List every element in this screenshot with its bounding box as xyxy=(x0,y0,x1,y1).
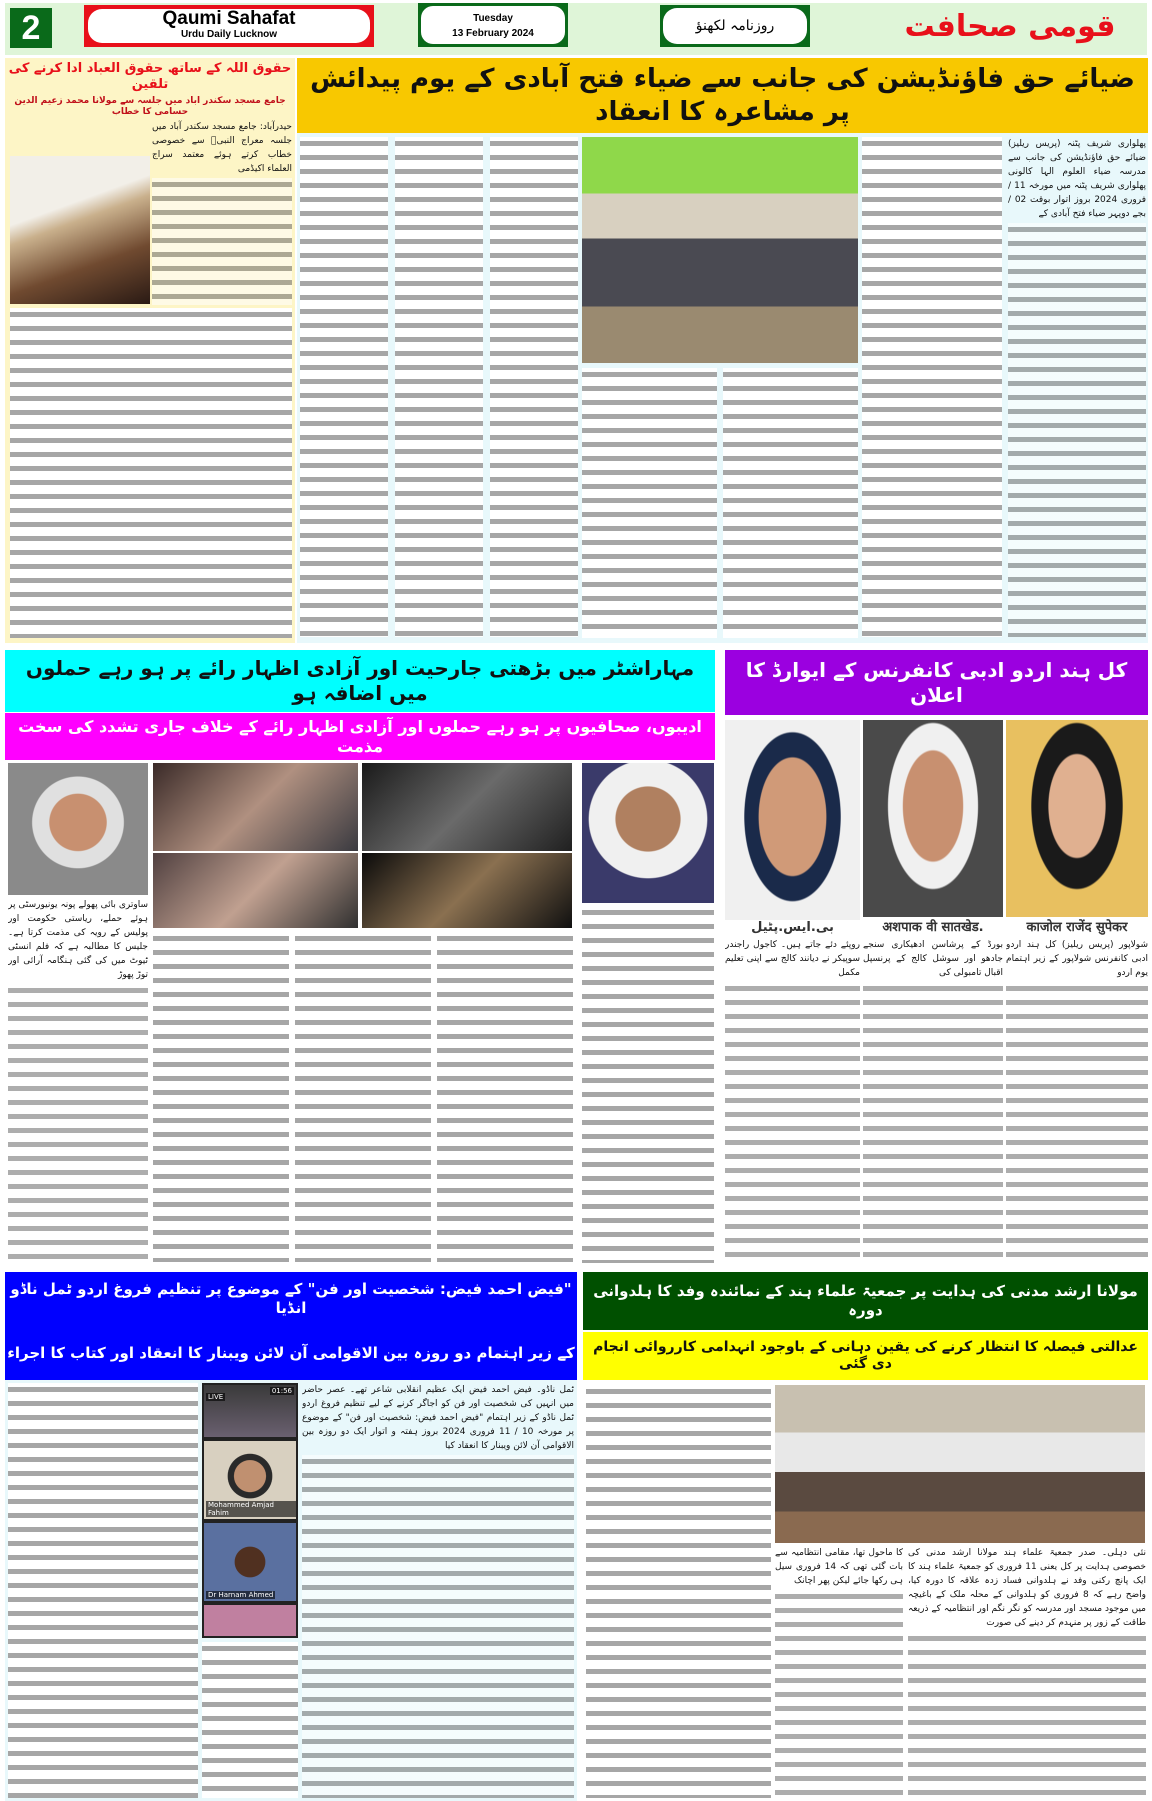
haldwani-col2 xyxy=(775,1546,903,1798)
story-left-text-cont xyxy=(10,308,292,638)
maharashtra-col4 xyxy=(437,932,573,1262)
video-tile-4 xyxy=(204,1605,296,1636)
faiz-col3 xyxy=(202,1642,298,1798)
faiz-col2 xyxy=(8,1383,198,1798)
story-top-col3a xyxy=(582,368,717,638)
award-caption-1: بی.ایس.پٹیل xyxy=(725,920,860,935)
story-left-lead: حیدرآباد: جامع مسجد سکندر آباد میں جلسہ معراج النبیؐ سے خصوصی خطاب کرتے ہوئے معتمد سراج العلماء اکیڈمی xyxy=(152,122,292,174)
paper-name-box xyxy=(84,5,374,47)
protest-photo-3 xyxy=(153,853,358,928)
urdu-logo: قومی صحافت xyxy=(904,9,1116,44)
story-top-col4a xyxy=(300,137,388,637)
award-col3-text: روپئے دئے جاتے ہیں۔ کاجول راجندر سوپیکر نے دیانند کالج سے اپنی تعلیم مکمل xyxy=(725,940,860,978)
award-caption-3: काजोल राजेंद सुपेकर xyxy=(1006,917,1148,935)
participant-name: Dr Harnam Ahmed xyxy=(208,1591,274,1599)
video-timer: 01:56 xyxy=(271,1387,292,1395)
participant-name: Mohammed Amjad Fahim xyxy=(206,1501,296,1517)
haldwani-col2-text: کا ماحول تھا، مقامی انتظامیہ سے بات گئی تھی کہ 14 فروری سیل ہی رکھا جائے لیکن پھر اچانک xyxy=(775,1548,903,1586)
page-number: 2 xyxy=(10,8,52,48)
video-tile-2 xyxy=(204,1441,296,1519)
video-tile-3 xyxy=(204,1523,296,1601)
award-photo-1 xyxy=(725,720,860,935)
story-left-headline: حقوق اللہ کے ساتھ حقوق العباد ادا کرنے کی تلقین xyxy=(8,60,292,92)
story-left-subhead: جامع مسجد سکندر آباد میں جلسہ سے مولانا محمد زعیم الدین حسامی کا خطاب xyxy=(14,96,286,117)
roznama-label: روزنامہ لکھنؤ xyxy=(663,8,807,44)
story-top-col1 xyxy=(1008,137,1146,637)
woman-portrait-photo xyxy=(8,763,148,895)
protest-photo-2 xyxy=(362,763,572,851)
maharashtra-col1 xyxy=(8,898,148,1263)
story-top-col2 xyxy=(862,137,1002,637)
faiz-col1 xyxy=(302,1383,574,1798)
story-left-text xyxy=(152,120,292,305)
award-caption-2: अशपाक वी सातखेड. xyxy=(863,917,1003,935)
maharashtra-col3 xyxy=(295,932,431,1262)
video-tile-1 xyxy=(204,1385,296,1437)
award-headline: کل ہند اردو ادبی کانفرنس کے ایوارڈ کا اعلان xyxy=(725,650,1148,715)
date-box xyxy=(418,3,568,47)
protest-photo-1 xyxy=(153,763,358,851)
day: Tuesday xyxy=(473,13,513,24)
roznama-box xyxy=(660,5,810,47)
man-portrait-photo xyxy=(582,763,714,903)
paper-tagline: Urdu Daily Lucknow xyxy=(180,29,278,40)
event-group-photo xyxy=(582,137,858,363)
haldwani-lead: نئی دہلی۔ صدر جمعیۃ علماء ہند مولانا ارشد مدنی کی خصوصی ہدایت پر کل یعنی 11 فروری کو جمعیۃ علماء ہند کا ایک پانچ رکنی وفد نے ہلدوانی فساد زدہ علاقہ کا دورہ کیا، واضح رہے کہ 8 فروری کو ہلدوانی کے محلہ ملک کے باغیچہ میں موجود مسجد اور مدرسہ کو نگر نگم اور انتظامیہ کے ذریعہ طاقت کے زور پر منہدم کر دینے کی صورت xyxy=(908,1548,1146,1628)
faiz-headline-1: "فیض احمد فیض: شخصیت اور فن" کے موضوع پر تنظیم فروغ اردو ٹمل ناڈو انڈیا xyxy=(5,1272,577,1326)
haldwani-subhead: عدالتی فیصلہ کا انتظار کرنے کی یقین دہانی کے باوجود انہدامی کارروائی انجام دی گئی xyxy=(583,1332,1148,1380)
award-col3 xyxy=(725,938,860,1263)
award-lead: شولاپور (پریس ریلیز) کل ہند اردو ادبی کانفرنس شولاپور کے زیر اہتمام یوم اردو xyxy=(1006,940,1148,978)
story-top-col4c xyxy=(490,137,578,637)
date: 13 February 2024 xyxy=(452,28,534,39)
faiz-lead: ٹمل ناڈو۔ فیض احمد فیض ایک عظیم انقلابی شاعر تھے۔ عصر حاضر میں انہیں کی شخصیت اور فن کو اجاگر کرنے کے لیے تنظیم فروغ اردو ٹمل ناڈو کے زیر اہتمام "فیض احمد فیض: شخصیت اور فن" کے موضوع پر مورخہ 10 / 11 فروری 2024 بروز ہفتہ و اتوار ایک دو روزہ بین الاقوامی آن لائن ویبنار کا انعقاد کیا xyxy=(302,1385,574,1451)
award-col1 xyxy=(1006,938,1148,1263)
award-photo-3 xyxy=(1006,720,1148,935)
maharashtra-col2 xyxy=(153,932,289,1262)
live-badge: LIVE xyxy=(208,1393,224,1401)
maharashtra-col5 xyxy=(582,906,714,1263)
haldwani-headline: مولانا ارشد مدنی کی ہدایت پر جمعیۃ علماء ہند کے نمائندہ وفد کا ہلدوانی دورہ xyxy=(583,1272,1148,1330)
delegation-meeting-photo xyxy=(775,1385,1145,1543)
haldwani-col3 xyxy=(586,1385,771,1798)
story-top-col3b xyxy=(723,368,858,638)
maharashtra-subhead: ادیبوں، صحافیوں پر ہو رہے حملوں اور آزادی اظہار رائے کے خلاف جاری تشدد کی سخت مذمت xyxy=(5,713,715,760)
story-top-lead: پھلواری شریف پٹنہ (پریس ریلیز) ضیائے حق فاؤنڈیشن کی جانب سے مدرسہ ضیاء العلوم الہا کالونی پھلواری شریف پٹنہ میں مورخہ 11 / فروری 2024 بروز اتوار بوقت 02 / بجے دوپہر ضیاء فتح آبادی کے xyxy=(1008,139,1146,219)
protest-photo-4 xyxy=(362,853,572,928)
award-col2-text: بورڈ کے پرشاسن ادھیکاری سنجے جادھو اور سوشل کالج کے پرنسپل اقبال تامبولی کی xyxy=(863,940,1003,978)
webinar-video-grid xyxy=(202,1383,298,1638)
story-top-col4b xyxy=(395,137,483,637)
maharashtra-headline: مہاراشٹر میں بڑھتی جارحیت اور آزادی اظہار رائے پر ہو رہے حملوں میں اضافہ ہو xyxy=(5,650,715,712)
maharashtra-lead: ساوتری بائی پھولے پونہ یونیورسٹی پر ہوئے حملے، ریاستی حکومت اور پولیس کے رویہ کی مذمت کرتا ہے۔ جلیس کا مطالبہ ہے کہ فلم انسٹی ٹیوٹ میں کی گئی ہنگامہ آرائی اور توڑ پھوڑ xyxy=(8,900,148,980)
story-top-headline: ضیائے حق فاؤنڈیشن کی جانب سے ضیاء فتح آبادی کے یوم پیدائش پر مشاعرہ کا انعقاد xyxy=(297,58,1148,133)
paper-name: Qaumi Sahafat xyxy=(162,8,296,29)
speaker-photo xyxy=(10,156,150,304)
award-photo-2 xyxy=(863,720,1003,935)
award-col2 xyxy=(863,938,1003,1263)
faiz-headline-2: کے زیر اہتمام دو روزہ بین الاقوامی آن لائن ویبنار کا انعقاد اور کتاب کا اجراء xyxy=(5,1326,577,1380)
haldwani-col1 xyxy=(908,1546,1146,1798)
